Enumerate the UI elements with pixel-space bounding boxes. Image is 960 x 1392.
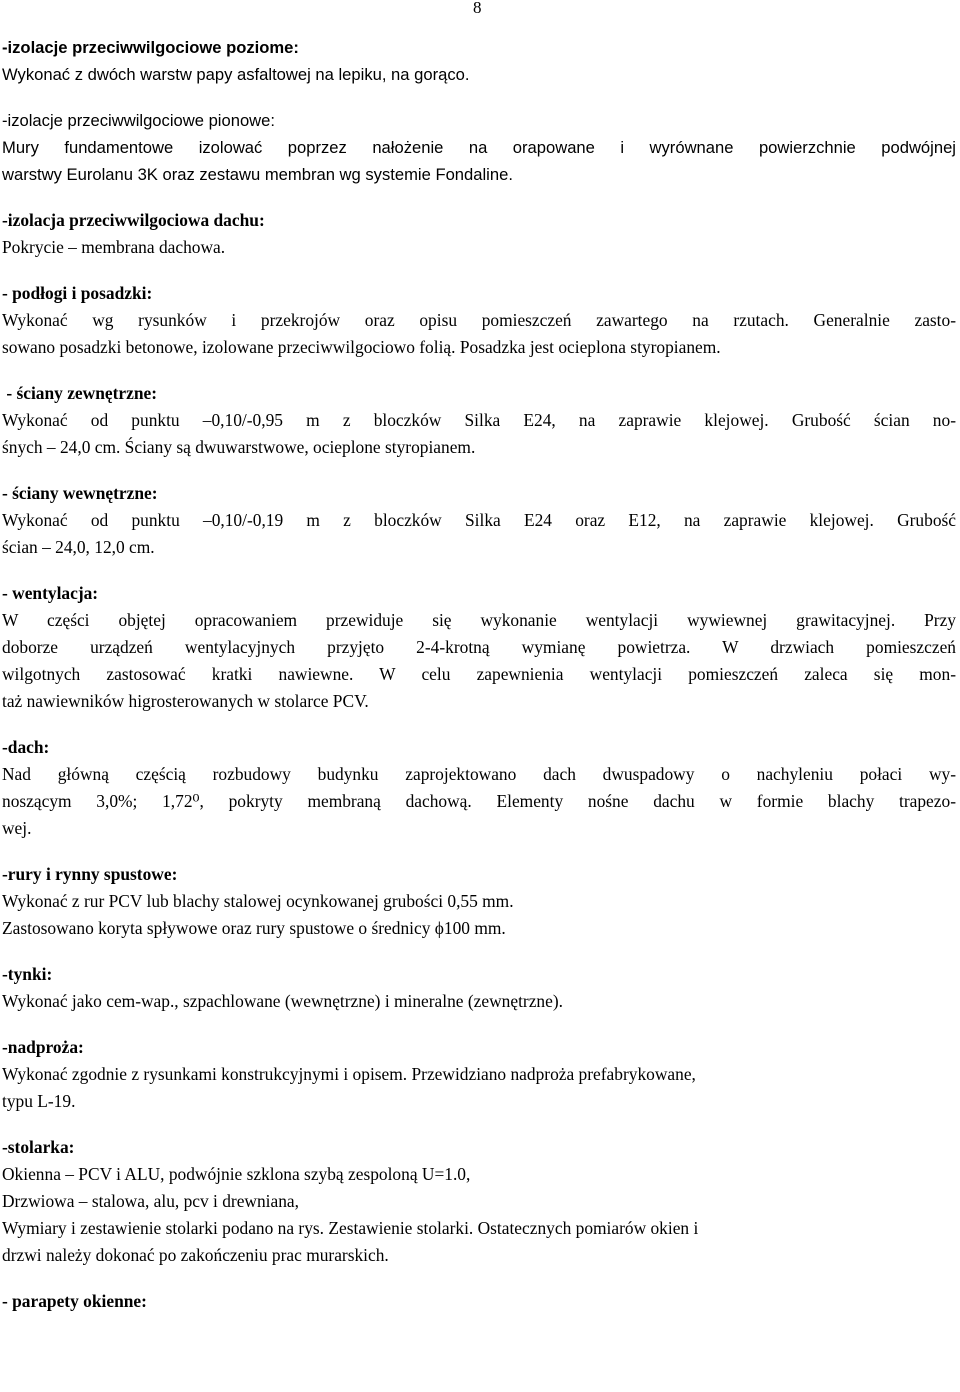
document-body [2, 34, 956, 1334]
text-line: Zastosowano koryta spływowe oraz rury spustowe o średnicy ϕ100 mm. [2, 918, 506, 938]
section-roof [2, 734, 956, 842]
section-ventilation [2, 580, 956, 715]
section-text [2, 988, 956, 1015]
text-line: śnych – 24,0 cm. Ściany są dwuwarstwowe, ocieplone styropianem. [2, 437, 476, 457]
text-line: taż nawiewników higrosterowanych w stolarce PCV. [2, 691, 369, 711]
section-heading: - ściany zewnętrzne: [2, 383, 158, 403]
section-text [2, 1161, 956, 1269]
section-text [2, 607, 956, 715]
text-line: Pokrycie – membrana dachowa. [2, 237, 226, 257]
text-line: Wykonać jako cem-wap., szpachlowane (wewnętrzne) i mineralne (zewnętrzne). [2, 991, 563, 1011]
text-line: doborze urządzeń wentylacyjnych przyjęto 2-4-krotną wymianę powietrza. W drzwiach pomieszczeń [2, 637, 956, 657]
section-heading: -rury i rynny spustowe: [2, 864, 178, 884]
text-line: Wykonać od punktu –0,10/-0,95 m z bloczków Silka E24, na zaprawie klejowej. Grubość ścian no- [2, 410, 956, 430]
section-heading: - parapety okienne: [2, 1291, 147, 1311]
text-line: wej. [2, 818, 32, 838]
section-gutters [2, 861, 956, 942]
text-line: warstwy Eurolanu 3K oraz zestawu membran wg systemie Fondaline. [2, 165, 513, 184]
text-line: noszącym 3,0%; 1,72⁰, pokryty membraną dachową. Elementy nośne dachu w formie blachy trapezo- [2, 791, 956, 811]
section-text [2, 134, 956, 188]
text-line: Wykonać zgodnie z rysunkami konstrukcyjnymi i opisem. Przewidziano nadproża prefabrykowane, [2, 1064, 696, 1084]
section-heading: -izolacja przeciwwilgociowa dachu: [2, 210, 265, 230]
text-line: Wykonać z rur PCV lub blachy stalowej ocynkowanej grubości 0,55 mm. [2, 891, 514, 911]
section-internal-walls [2, 480, 956, 561]
text-line: Okienna – PCV i ALU, podwójnie szklona szybą zespoloną U=1.0, [2, 1164, 471, 1184]
section-text [2, 888, 956, 942]
text-line: wilgotnych zastosować kratki nawiewne. W celu zapewnienia wentylacji pomieszczeń zaleca się mon- [2, 664, 956, 684]
text-line: Wykonać z dwóch warstw papy asfaltowej na lepiku, na gorąco. [2, 65, 470, 84]
section-text [2, 761, 956, 842]
section-lintels [2, 1034, 956, 1115]
text-line: Nad główną częścią rozbudowy budynku zaprojektowano dach dwuspadowy o nachyleniu połaci wy- [2, 764, 956, 784]
section-heading: -izolacje przeciwwilgociowe pionowe: [2, 111, 275, 130]
section-heading: -izolacje przeciwwilgociowe poziome: [2, 38, 299, 57]
section-text [2, 407, 956, 461]
section-plaster [2, 961, 956, 1015]
text-line: Mury fundamentowe izolować poprzez nałożenie na orapowane i wyrównane powierzchnie podwójnej [2, 138, 956, 157]
section-heading: -nadproża: [2, 1037, 84, 1057]
section-text [2, 61, 956, 88]
section-text [2, 507, 956, 561]
text-line: Drzwiowa – stalowa, alu, pcv i drewniana, [2, 1191, 299, 1211]
text-line: ścian – 24,0, 12,0 cm. [2, 537, 155, 557]
text-line: Wykonać od punktu –0,10/-0,19 m z bloczków Silka E24 oraz E12, na zaprawie klejowej. Grubość [2, 510, 956, 530]
text-line: W części objętej opracowaniem przewiduje się wykonanie wentylacji wywiewnej grawitacyjnej. Przy [2, 610, 956, 630]
page-number: 8 [473, 0, 482, 17]
section-vertical-insulation [2, 107, 956, 188]
section-window-sills [2, 1288, 956, 1315]
section-heading: - podłogi i posadzki: [2, 283, 153, 303]
section-heading: -tynki: [2, 964, 53, 984]
section-text [2, 1061, 956, 1115]
section-text [2, 234, 956, 261]
section-text [2, 307, 956, 361]
text-line: drzwi należy dokonać po zakończeniu prac murarskich. [2, 1245, 389, 1265]
section-roof-insulation [2, 207, 956, 261]
section-heading: - ściany wewnętrzne: [2, 483, 158, 503]
section-heading: - wentylacja: [2, 583, 99, 603]
section-heading: -dach: [2, 737, 50, 757]
section-joinery [2, 1134, 956, 1269]
text-line: sowano posadzki betonowe, izolowane przeciwwilgociowo folią. Posadzka jest ocieplona styropianem. [2, 337, 721, 357]
section-floors [2, 280, 956, 361]
section-external-walls [2, 380, 956, 461]
text-line: Wymiary i zestawienie stolarki podano na rys. Zestawienie stolarki. Ostatecznych pomiarów okien i [2, 1218, 699, 1238]
text-line: Wykonać wg rysunków i przekrojów oraz opisu pomieszczeń zawartego na rzutach. Generalnie zasto- [2, 310, 956, 330]
text-line: typu L-19. [2, 1091, 76, 1111]
section-heading: -stolarka: [2, 1137, 75, 1157]
section-horizontal-insulation [2, 34, 956, 88]
